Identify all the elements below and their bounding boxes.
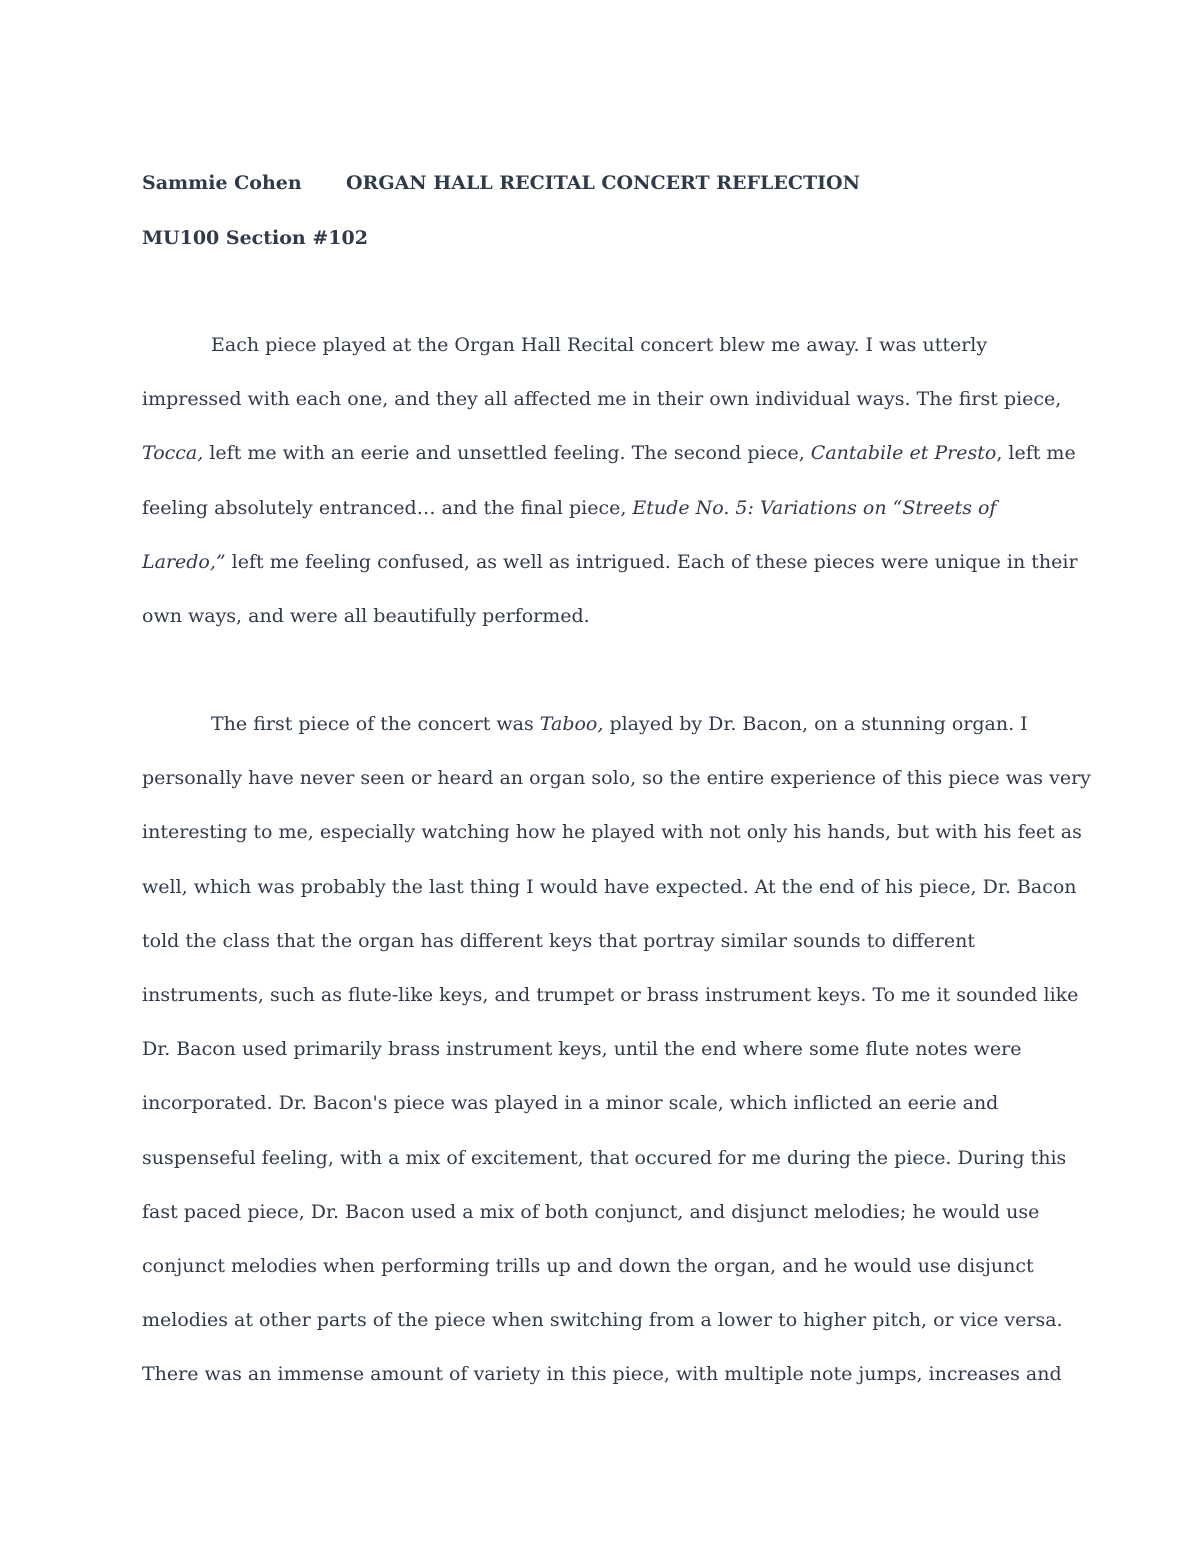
- paragraph-2-line: interesting to me, especially watching how he played with not only his hands, but with his feet as: [142, 821, 1082, 844]
- paragraph-1-line: own ways, and were all beautifully performed.: [142, 604, 590, 627]
- paragraph-2-line: suspenseful feeling, with a mix of excitement, that occured for me during the piece. During this: [142, 1146, 1067, 1169]
- piece-title: Etude No. 5: Variations on “Streets of: [632, 496, 997, 519]
- paragraph-2: [142, 697, 1091, 1401]
- paragraph-2-line: personally have never seen or heard an organ solo, so the entire experience of this piece was very: [142, 767, 1091, 790]
- author-name: Sammie Cohen: [142, 172, 302, 194]
- document-title: ORGAN HALL RECITAL CONCERT REFLECTION: [346, 172, 860, 194]
- paragraph-1-line: [142, 426, 1076, 480]
- paragraph-2-line: well, which was probably the last thing I would have expected. At the end of his piece, Dr. Bacon: [142, 875, 1077, 898]
- paragraph-1-line: [142, 535, 1078, 589]
- text-run: The first piece of the concert was: [211, 713, 540, 735]
- course-section: MU100 Section #102: [142, 227, 368, 249]
- paragraph-2-line: incorporated. Dr. Bacon's piece was played in a minor scale, which inflicted an eerie and: [142, 1092, 999, 1115]
- paragraph-1-line: Each piece played at the Organ Hall Recital concert blew me away. I was utterly: [211, 334, 988, 356]
- header-author-title-line: [142, 171, 860, 195]
- paragraph-2-line: fast paced piece, Dr. Bacon used a mix of both conjunct, and disjunct melodies; he would use: [142, 1200, 1040, 1223]
- piece-title: Cantabile et Presto: [810, 442, 997, 465]
- paragraph-2-line: There was an immense amount of variety in this piece, with multiple note jumps, increases and: [142, 1363, 1062, 1386]
- paragraph-1-line: impressed with each one, and they all affected me in their own individual ways. The first piece,: [142, 388, 1062, 411]
- text-run: , left me: [996, 442, 1076, 465]
- paragraph-1: [142, 318, 1078, 643]
- piece-title: Laredo,”: [142, 550, 226, 573]
- piece-title: Taboo,: [539, 713, 604, 735]
- paragraph-2-line: Dr. Bacon used primarily brass instrument keys, until the end where some flute notes were: [142, 1038, 1022, 1061]
- piece-title: Tocca,: [142, 442, 204, 465]
- text-run: feeling absolutely entranced… and the final piece,: [142, 496, 633, 519]
- text-run: left me with an eerie and unsettled feeling. The second piece,: [203, 442, 811, 465]
- paragraph-2-line: [142, 697, 1062, 751]
- text-run: left me feeling confused, as well as intrigued. Each of these pieces were unique in their: [225, 550, 1078, 573]
- paragraph-2-line: instruments, such as flute-like keys, and trumpet or brass instrument keys. To me it sounded like: [142, 983, 1079, 1006]
- paragraph-2-line: conjunct melodies when performing trills up and down the organ, and he would use disjunct: [142, 1254, 1034, 1277]
- text-run: played by Dr. Bacon, on a stunning organ. I: [603, 713, 1028, 735]
- paragraph-2-line: told the class that the organ has different keys that portray similar sounds to different: [142, 929, 976, 952]
- paragraph-1-line: [142, 481, 1062, 535]
- paragraph-2-line: melodies at other parts of the piece when switching from a lower to higher pitch, or vice versa.: [142, 1309, 1063, 1332]
